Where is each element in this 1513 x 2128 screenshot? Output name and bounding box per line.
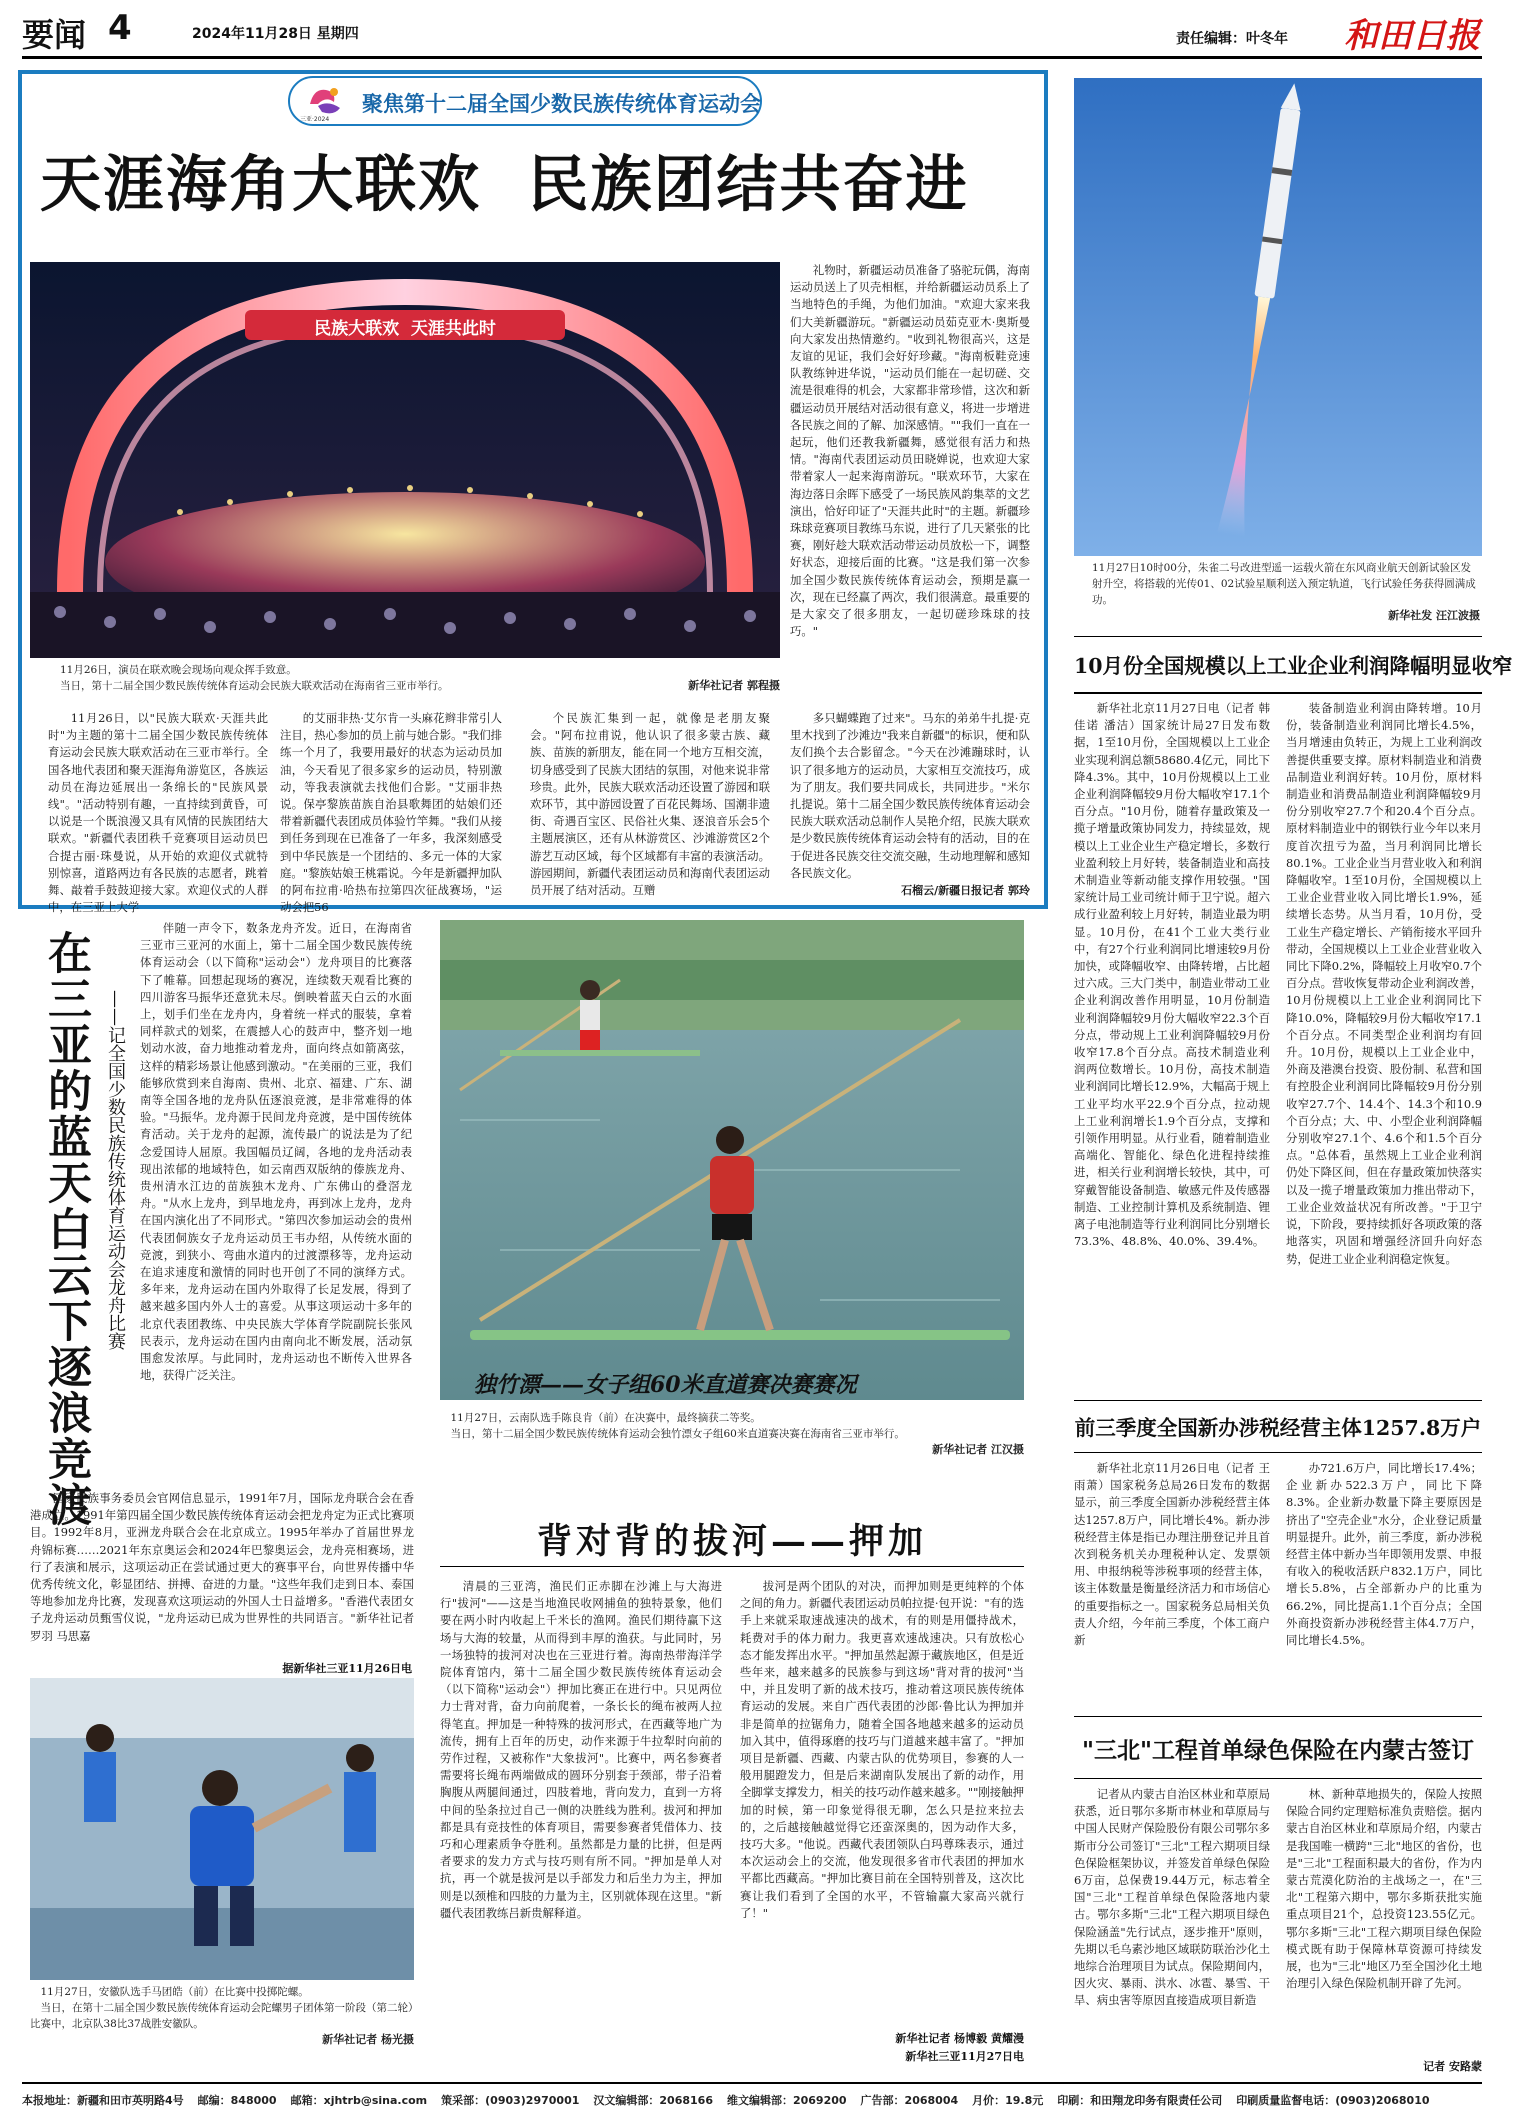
feature-col-d-text: 多只蝴蝶跑了过来"。马东的弟弟牛扎提·克里木找到了沙滩边"我来自新疆"的标识，便和队友们换个去合影留念。"今天在沙滩蹦球时，认识了很多地方的运动员，大家相互交流技巧，成为了朋友。我们要共同成长，共同进步。"米尔扎提说。第十二届全国少数民族传统体育运动会民族大联欢活动总制作人吴艳介绍，民族大联欢是少数民族传统体育运动会特有的活动，目的在于促进各民族交往交流交融，生动地理解和感知各民族文化。 (790, 711, 1030, 880)
issue-date: 2024年11月28日 星期四 (192, 26, 359, 42)
gala-photo-caption (60, 662, 780, 706)
footer-han-edit: 汉文编辑部：2068166 (593, 2094, 713, 2107)
insurance-headline: "三北"工程首单绿色保险在内蒙古签订 (1082, 1737, 1474, 1764)
footer-uyghur-edit: 维文编辑部：2069200 (726, 2094, 847, 2107)
bamboo-drifting-photo (440, 920, 1024, 1400)
tug-col-b (740, 1578, 1024, 2024)
tax-col-a (1074, 1460, 1270, 1710)
footer-supervision: 印刷质量监督电话：(0903)2068010 (1236, 2094, 1430, 2107)
feature-col-c-text: 个民族汇集到一起，就像是老朋友聚会。"阿布拉甫说，他认识了很多蒙古族、藏族、苗族的新朋友，能在同一个地方互相交流，切身感受到了民族大团结的氛围，对他来说非常珍贵。此外，民族大联欢活动还设置了游园和联欢环节，其中游园设置了百花民舞场、国潮非遗街、奇遇百宝区、民俗社火集、逐浪音乐会5个主题展演区，还有从林游赏区、沙滩游赏区2个游艺互动区域，每个区域都有丰富的表演活动。游园期间，新疆代表团运动员和海南代表团运动员开展了结对活动。互赠 (530, 711, 770, 898)
insurance-top-rule (1074, 1716, 1482, 1717)
rocket-credit: 新华社发 汪江波摄 (1388, 609, 1480, 622)
stage-banner-text: 民族大联欢 天涯共此时 (314, 319, 496, 339)
feature-col-d-credit: 石榴云/新疆日报记者 郭玲 (901, 884, 1030, 898)
industry-col-b (1286, 700, 1482, 1420)
masthead-rule (22, 56, 1482, 59)
tug-credit-1: 新华社记者 杨博毅 黄耀漫 (895, 2032, 1024, 2045)
tug-headline-rule (440, 1566, 1024, 1567)
insurance-col-b (1286, 1786, 1482, 2056)
rocket-launch-photo (1074, 78, 1482, 556)
bamboo-caption-line-2: 当日，第十二届全国少数民族传统体育运动会独竹漂女子组60米直道赛决赛在海南省三亚市举行。 (450, 1428, 905, 1440)
footer (22, 2092, 1482, 2114)
section-name: 要闻 (22, 16, 87, 54)
tug-col-a-text: 清晨的三亚湾，渔民们正赤脚在沙滩上与大海进行"拔河"——这是当地渔民收网捕鱼的独特景象，他们要在两小时内收起上千米长的渔网。渔民们期待赢下这场与大海的较量，从而得到丰厚的渔获。与此同时，另一场独特的拔河对决也在三亚进行着。海南热带海洋学院体育馆内，第十二届全国少数民族传统体育运动会（以下简称"运动会"）押加比赛正在进行中。只见两位力士背对背，奋力向前爬着，一条长长的绳布被两人拉得笔直。押加是一种特殊的拔河形式，在西藏等地广为流传，拥有上百年的历史，动作来源于牛拉犁时向前的劳作过程，又被称作"大象拔河"。比赛中，两名参赛者需要将长绳布两端做成的圆环分别套于颈部，带子沿着胸腹从两腿间通过，四肢着地，背向发力，直到一方将中间的坠条拉过自己一侧的决胜线为胜利。拔河和押加都是具有竞技性的体育项目，需要参赛者凭借体力、技巧和心理素质争夺胜利。虽然都是力量的比拼，但是两者要求的发力方式与技巧则有所不同。"押加是单人对抗，再一个就是拔河是以手部发力和后坐力为主，押加则是以颈椎和四肢的力量为主，区别就体现在这里。"新疆代表团教练吕新贵解释道。 (440, 1579, 722, 1920)
industry-col-a (1074, 700, 1270, 1420)
tug-credit-2: 新华社三亚11月27日电 (905, 2050, 1024, 2063)
tax-headline-rule (1074, 1452, 1482, 1453)
feature-col-b-text: 的艾丽非热·艾尔肯一头麻花辫非常引人注目，热心参加的员上前与她合影。"我们排练一个月了，我要用最好的状态为运动员加油，今天看见了很多家乡的运动员，特别激动，等我表演就去找他们合影。"艾丽非热说。保亭黎族苗族自治县歌舞团的姑娘们还带着新疆代表团成员体验竹竿舞。"我们从接到任务到现在已准备了一年多，我深刻感受到中华民族是一个团结的、多元一体的大家庭。"黎族姑娘王桃霜说。今年是新疆押加队的阿布拉甫·哈热布拉第四次征战赛场，"运动会把56 (280, 711, 502, 915)
tax-headline: 前三季度全国新办涉税经营主体1257.8万户 (1074, 1416, 1482, 1440)
spinning-top-caption-line-1: 11月27日，安徽队选手马团皓（前）在比赛中投掷陀螺。 (40, 1986, 309, 1998)
dragon-boat-subtitle: ——记全国少数民族传统体育运动会龙舟比赛 (105, 990, 126, 1350)
tax-col-b-text: 办721.6万户，同比增长17.4%；企业新办522.3万户，同比下降8.3%。企业新办数量下降主要原因是挤出了"空壳企业"水分，企业登记质量明显提升。此外，前三季度，新办涉税经营主体中新办当年即领用发票、申报有收入的税收活跃户832.1万户，同比增长5.8%，占全部新办户的比重为66.2%，同比提高1.1个百分点；全国外商投资新办涉税经营主体4.7万户，同比增长4.5%。 (1286, 1461, 1482, 1648)
bamboo-caption-line-1: 11月27日，云南队选手陈良肯（前）在决赛中，最终摘获二等奖。 (450, 1412, 761, 1424)
page-number: 4 (108, 8, 132, 48)
feature-right-column (790, 262, 1030, 704)
industry-col-a-text: 新华社北京11月27日电（记者 韩佳诺 潘洁）国家统计局27日发布数据，1至10月份，全国规模以上工业企业实现利润总额58680.4亿元，同比下降4.3%。其中，10月份规模以上工业企业利润降幅较9月份大幅收窄17.1个百分点。"10月份，随着存量政策及一揽子增量政策协同发力，持续显效，规模以上工业企业生产稳定增长，多数行业盈利较上月好转，装备制造业和高技术制造业等新动能支撑作用较强。"国家统计局工业司统计师于卫宁说。超六成行业盈利较上月好转，制造业最为明显。10月份，在41个工业大类行业中，有27个行业利润同比增速较9月份加快，或降幅收窄、由降转增，占比超过六成。三大门类中，制造业带动工业企业利润改善作用明显，10月份制造业利润降幅较9月份大幅收窄22.3个百分点，带动规上工业利润降幅较9月份收窄17.8个百分点。高技术制造业利润两位数增长。10月份，高技术制造业利润同比增长12.9%，大幅高于规上工业平均水平22.9个百分点，拉动规上工业利润增长1.9个百分点，支撑和引领作用明显。从行业看，随着制造业高端化、智能化、绿色化进程持续推进，相关行业利润增长较快，其中，可穿戴智能设备制造、敏感元件及传感器制造、工业控制计算机及系统制造、锂离子电池制造等行业利润同比分别增长73.3%、48.8%、40.0%、39.4%。 (1074, 701, 1270, 1249)
feature-col-a-text: 11月26日，以"民族大联欢·天涯共此时"为主题的第十二届全国少数民族传统体育运动会民族大联欢活动在三亚市举行。全国各地代表团和聚天涯海角游览区，各族运动员在海边延展出一条绵长的"民族风景线"。"活动特别有趣，一直持续到黄昏，可以说是一个既浪漫又具有风情的民族团结大联欢。"新疆代表团秩千竞赛项目运动员巴合提古丽·珠曼说，从开始的欢迎仪式就特别惊喜，道路两边有各民族的志愿者，跳着舞、敲着手鼓鼓迎接大家。欢迎仪式的人群中，在三亚上大学 (48, 711, 268, 915)
paper-name: 和田日报 (1344, 16, 1480, 56)
gala-caption-line-2: 当日，第十二届全国少数民族传统体育运动会民族大联欢活动在海南省三亚市举行。 (60, 680, 449, 692)
footer-postcode: 邮编：848000 (197, 2094, 277, 2107)
logo-caption: 三亚·2024 (300, 116, 330, 123)
insurance-col-a (1074, 1786, 1270, 2074)
feature-right-text: 礼物时，新疆运动员准备了骆驼玩偶，海南运动员送上了贝壳相框，并给新疆运动员系上了当地特色的手绳，为他们加油。"欢迎大家来我们大美新疆游玩。"新疆运动员茹克亚木·奥斯曼向大家发出热情邀约。"收到礼物很高兴，这是友谊的见证，我们会好好珍藏。"海南板鞋竞速队教练钟进华说，"运动员们能在一起切磋、交流是很难得的机会，大家都非常珍惜，这次和新疆运动员开展结对活动很有意义，将进一步增进各民族之间的了解、加深感情。""我们一直在一起玩，他们还教我新疆舞，感觉很有活力和热情。"海南代表团运动员田晓婵说，也欢迎大家带着家人一起来海南游玩。"联欢环节，大家在海边落日余晖下感受了一场民族风韵集萃的文艺演出，恰好印证了"天涯共此时"的主题。新疆珍珠球竞赛项目教练马东说，进行了几天紧张的比赛，刚好趁大联欢活动带运动员放松一下，调整好状态，迎接后面的比赛。"这是我们第一次参加全国少数民族传统体育运动会，预期是赢一次，现在已经赢了两次，我们很满意。最重要的是大家交了很多朋友，一起切磋珍珠球的技巧。" (790, 263, 1030, 639)
footer-printer: 印刷：和田翔龙印务有限责任公司 (1057, 2094, 1223, 2107)
industry-top-rule (1074, 636, 1482, 637)
feature-banner (288, 76, 762, 126)
masthead (22, 6, 1482, 60)
feature-col-d (790, 710, 1030, 902)
footer-ads: 广告部：2068004 (860, 2094, 959, 2107)
dragon-boat-headline: 在三亚的蓝天白云下逐浪竞渡 (40, 930, 91, 1528)
spinning-top-credit: 新华社记者 杨光摄 (322, 2033, 414, 2046)
dragon-boat-body-bottom-text: 国家民族事务委员会官网信息显示，1991年7月，国际龙舟联合会在香港成立。1991年第四届全国少数民族传统体育运动会把龙舟定为正式比赛项目。1992年8月，亚洲龙舟联合会在北京成立。1995年举办了首届世界龙舟锦标赛……2021年东京奥运会和2024年巴黎奥运会，龙舟亮相赛场，进行了表演和展示，这项运动正在尝试通过更大的赛事平台，向世界传播中华优秀传统文化，彰显团结、拼搏、奋进的力量。"这些年我们走到日本、泰国等地参加龙舟比赛，发现喜欢这项运动的外国人士日益增多。"香港代表团女子龙舟运动员甄雪仪说，"龙舟运动已成为世界性的共同语言。"新华社记者 罗羽 马思嘉 (30, 1491, 414, 1643)
footer-rule (22, 2082, 1482, 2084)
banner-text: 聚焦第十二届全国少数民族传统体育运动会 (362, 92, 761, 116)
footer-email: 邮箱：xjhtrb@sina.com (290, 2094, 428, 2107)
feature-col-b (280, 710, 502, 915)
spinning-top-photo (30, 1678, 414, 1980)
industry-headline-rule (1074, 692, 1482, 694)
footer-price: 月价：19.8元 (972, 2094, 1044, 2107)
industry-headline: 10月份全国规模以上工业企业利润降幅明显收窄 (1074, 654, 1513, 678)
footer-address: 本报地址：新疆和田市英明路4号 (22, 2094, 184, 2107)
tug-headline: 背对背的拔河——押加 (536, 1521, 927, 1562)
tax-col-b (1286, 1460, 1482, 1710)
industry-col-b-text: 装备制造业利润由降转增。10月份，装备制造业利润同比增长4.5%，当月增速由负转正，为规上工业利润改善提供重要支撑。原材料制造业和消费品制造业利润好转。10月份，原材料制造业和消费品制造业利润降幅较9月份分别收窄27.7个和20.4个百分点。原材料制造业中的钢铁行业今年以来月度首次扭亏为盈，当月利润同比增长80.1%。工业企业当月营业收入和利润降幅收窄。1至10月份，全国规模以上工业企业营业收入同比增长1.9%，延续增长态势。从当月看，10月份，受工业生产稳定增长、产销衔接水平回升带动，全国规模以上工业企业营业收入同比下降0.2%，降幅较上月收窄0.7个百分点。营收恢复带动企业利润改善，10月份规模以上工业企业利润同比下降10.0%，降幅较9月份大幅收窄17.1个百分点。不同类型企业利润均有回升。10月份，规模以上工业企业中，外商及港澳台投资、股份制、私营和国有控股企业利润同比降幅较9月份分别收窄27.7个、14.4个、14.3个和10.9个百分点；大、中、小型企业利润降幅分别收窄27.1个、4.6个和1.5个百分点。"总体看，虽然规上工业企业利润仍处下降区间，但在存量政策加快落实以及一揽子增量政策加力推出带动下，工业企业效益状况有所改善。"于卫宁说，下阶段，要持续抓好各项政策的落地落实，巩固和增强经济回升向好态势，促进工业企业利润稳定恢复。 (1286, 701, 1482, 1266)
spinning-top-caption (30, 1984, 414, 2076)
gala-photo-credit: 新华社记者 郭程摄 (688, 679, 780, 692)
insurance-headline-rule (1074, 1778, 1482, 1779)
tax-col-a-text: 新华社北京11月26日电（记者 王雨萧）国家税务总局26日发布的数据显示，前三季度全国新办涉税经营主体达1257.8万户，同比增长4%。新办涉税经营主体是指已办理注册登记并且首次到税务机关办理税种认定、发票领用、申报纳税等涉税事项的经营主体，该主体数量是衡量经济活力和市场信心的重要指标之一。国家税务总局相关负责人介绍，今年前三季度，个体工商户新 (1074, 1461, 1270, 1648)
rocket-caption (1092, 560, 1480, 620)
dragon-boat-body-right (140, 920, 412, 1486)
footer-edit-office: 策采部：(0903)2970001 (441, 2094, 580, 2107)
page-editor: 责任编辑：叶冬年 (1176, 31, 1288, 47)
insurance-col-a-text: 记者从内蒙古自治区林业和草原局获悉，近日鄂尔多斯市林业和草原局与中国人民财产保险股份有限公司鄂尔多斯市分公司签订"三北"工程六期项目绿色保险框架协议，并签发首单绿色保险6万亩，总保费19.44万元，标志着全国"三北"工程首单绿色保险落地内蒙古。鄂尔多斯"三北"工程六期项目绿色保险涵盖"先行试点，逐步推开"原则，先期以毛乌素沙地区域联防联治沙化土地综合治理项目为试点。保险期间内，因火灾、暴雨、洪水、冰雹、暴雪、干旱、病虫害等原因直接造成项目新造 (1074, 1787, 1270, 2008)
dragon-boat-body-right-text: 伴随一声令下，数条龙舟齐发。近日，在海南省三亚市三亚河的水面上，第十二届全国少数民族传统体育运动会（以下简称"运动会"）龙舟项目的比赛落下了帷幕。回想起现场的赛况，连续数天观看比赛的四川游客马振华还意犹未尽。倒映着蓝天白云的水面上，划手们坐在龙舟内，身着统一样式的服装，拿着同样款式的划桨，在震撼人心的鼓声中，整齐划一地划动水波，奋力地推动着龙舟，面向终点如箭离弦，这样的精彩场景让他感到激动。"在美丽的三亚，我们能够欣赏到来自海南、贵州、北京、福建、广东、湖南等全国各地的龙舟队伍逐浪竞渡，是非常难得的体验。"马振华。龙舟源于民间龙舟竞渡，是中国传统体育活动。关于龙舟的起源，流传最广的说法是为了纪念爱国诗人屈原。我国幅员辽阔，各地的龙舟活动表现出浓郁的地域特色，如云南西双版纳的傣族龙舟、贵州清水江边的苗族独木龙舟、广东佛山的叠滘龙舟。"从水上龙舟，到旱地龙舟，再到冰上龙舟，龙舟在国内演化出了不同形式。"第四次参加运动会的贵州代表团侗族女子龙舟运动员王韦办绍，从传统水面的竞渡，到狭小、弯曲水道内的过渡漂移等，龙舟运动在追求速度和激情的同时也开创了不同的演绎方式。多年来，龙舟运动在国内外取得了长足发展，得到了越来越多国内外人士的喜爱。从事这项运动十多年的北京代表团教练、中央民族大学体育学院副院长张风民表示，龙舟运动在国内由南向北不断发展，活动氛围愈发浓厚。与此同时，龙舟运动也不断传入世界各地，获得广泛关注。 (140, 921, 412, 1383)
rocket-caption-text: 11月27日10时00分，朱雀二号改进型遥一运载火箭在东风商业航天创新试验区发射升空，将搭载的光传01、02试验星顺利送入预定轨道，飞行试验任务获得圆满成功。 (1092, 562, 1476, 606)
dragon-boat-credit: 据新华社三亚11月26日电 (282, 1662, 412, 1675)
insurance-col-b-text: 林、新种草地损失的，保险人按照保险合同约定理赔标准负责赔偿。据内蒙古自治区林业和草原局介绍，内蒙古是我国唯一横跨"三北"地区的省份，也是"三北"工程面积最大的省份，作为内蒙古荒漠化防治的主战场之一，在"三北"工程第六期中，鄂尔多斯获批实施重点项目21个，总投资123.55亿元。鄂尔多斯"三北"工程六期项目绿色保险模式既有助于保障林草资源可持续发展，也为"三北"地区乃至全国沙化土地治理引入绿色保险机制开辟了先河。 (1286, 1787, 1482, 1991)
feature-col-a (48, 710, 268, 915)
dragon-boat-body-bottom (30, 1490, 414, 1654)
gala-stage-photo (30, 262, 780, 658)
gala-caption-line-1: 11月26日，演员在联欢晚会现场向观众挥手致意。 (60, 664, 297, 676)
spinning-top-caption-line-2: 当日，在第十二届全国少数民族传统体育运动会陀螺男子团体第一阶段（第二轮）比赛中，北京队38比37战胜安徽队。 (30, 2002, 414, 2030)
tax-top-rule (1074, 1400, 1482, 1401)
bamboo-title: 独竹漂——女子组60米直道赛决赛赛况 (474, 1372, 857, 1398)
tug-col-b-text: 拔河是两个团队的对决，而押加则是更纯粹的个体之间的角力。新疆代表团运动员帕拉提·包开说："有的选手上来就采取速战速决的战术，有的则是用僵持战术，耗费对手的体力耐力。我更喜欢速战速决。只有放松心态才能发挥出水平。"押加虽然起源于藏族地区，但是近些年来，越来越多的民族参与到这场"背对背的拔河"当中，并且发明了新的战术技巧，推动着这项民族传统体育运动的发展。来自广西代表团的沙郎·鲁比认为押加并非是简单的拉锯角力，随着全国各地越来越多的运动员加入其中，值得琢磨的技巧与门道越来越丰富了。"押加项目是新疆、西藏、内蒙古队的优势项目，参赛的人一般用腿蹬发力，但是后来湖南队发展出了新的动作，用全脚掌支撑发力，相关的技巧动作越来越多。""刚接触押加的时候，第一印象觉得很无聊，怎么只是拉来拉去的，之后越接触越觉得它还蛮深奥的，因为动作大多，技巧大多。"他说。西藏代表团领队白玛尊珠表示，通过本次运动会上的交流，他发现很多省市代表团的押加水平都比西藏高。"押加比赛目前在全国特别普及，这次比赛让我们看到了全国的水平，不管输赢大家高兴就行了！" (740, 1579, 1024, 1920)
feature-headline: 天涯海角大联欢 民族团结共奋进 (40, 149, 969, 220)
bamboo-caption (440, 1410, 1024, 1462)
feature-col-c (530, 710, 770, 902)
insurance-credit: 记者 安路蒙 (1423, 2060, 1482, 2073)
bamboo-credit: 新华社记者 江汉摄 (932, 1443, 1024, 1456)
tug-col-a (440, 1578, 722, 2072)
